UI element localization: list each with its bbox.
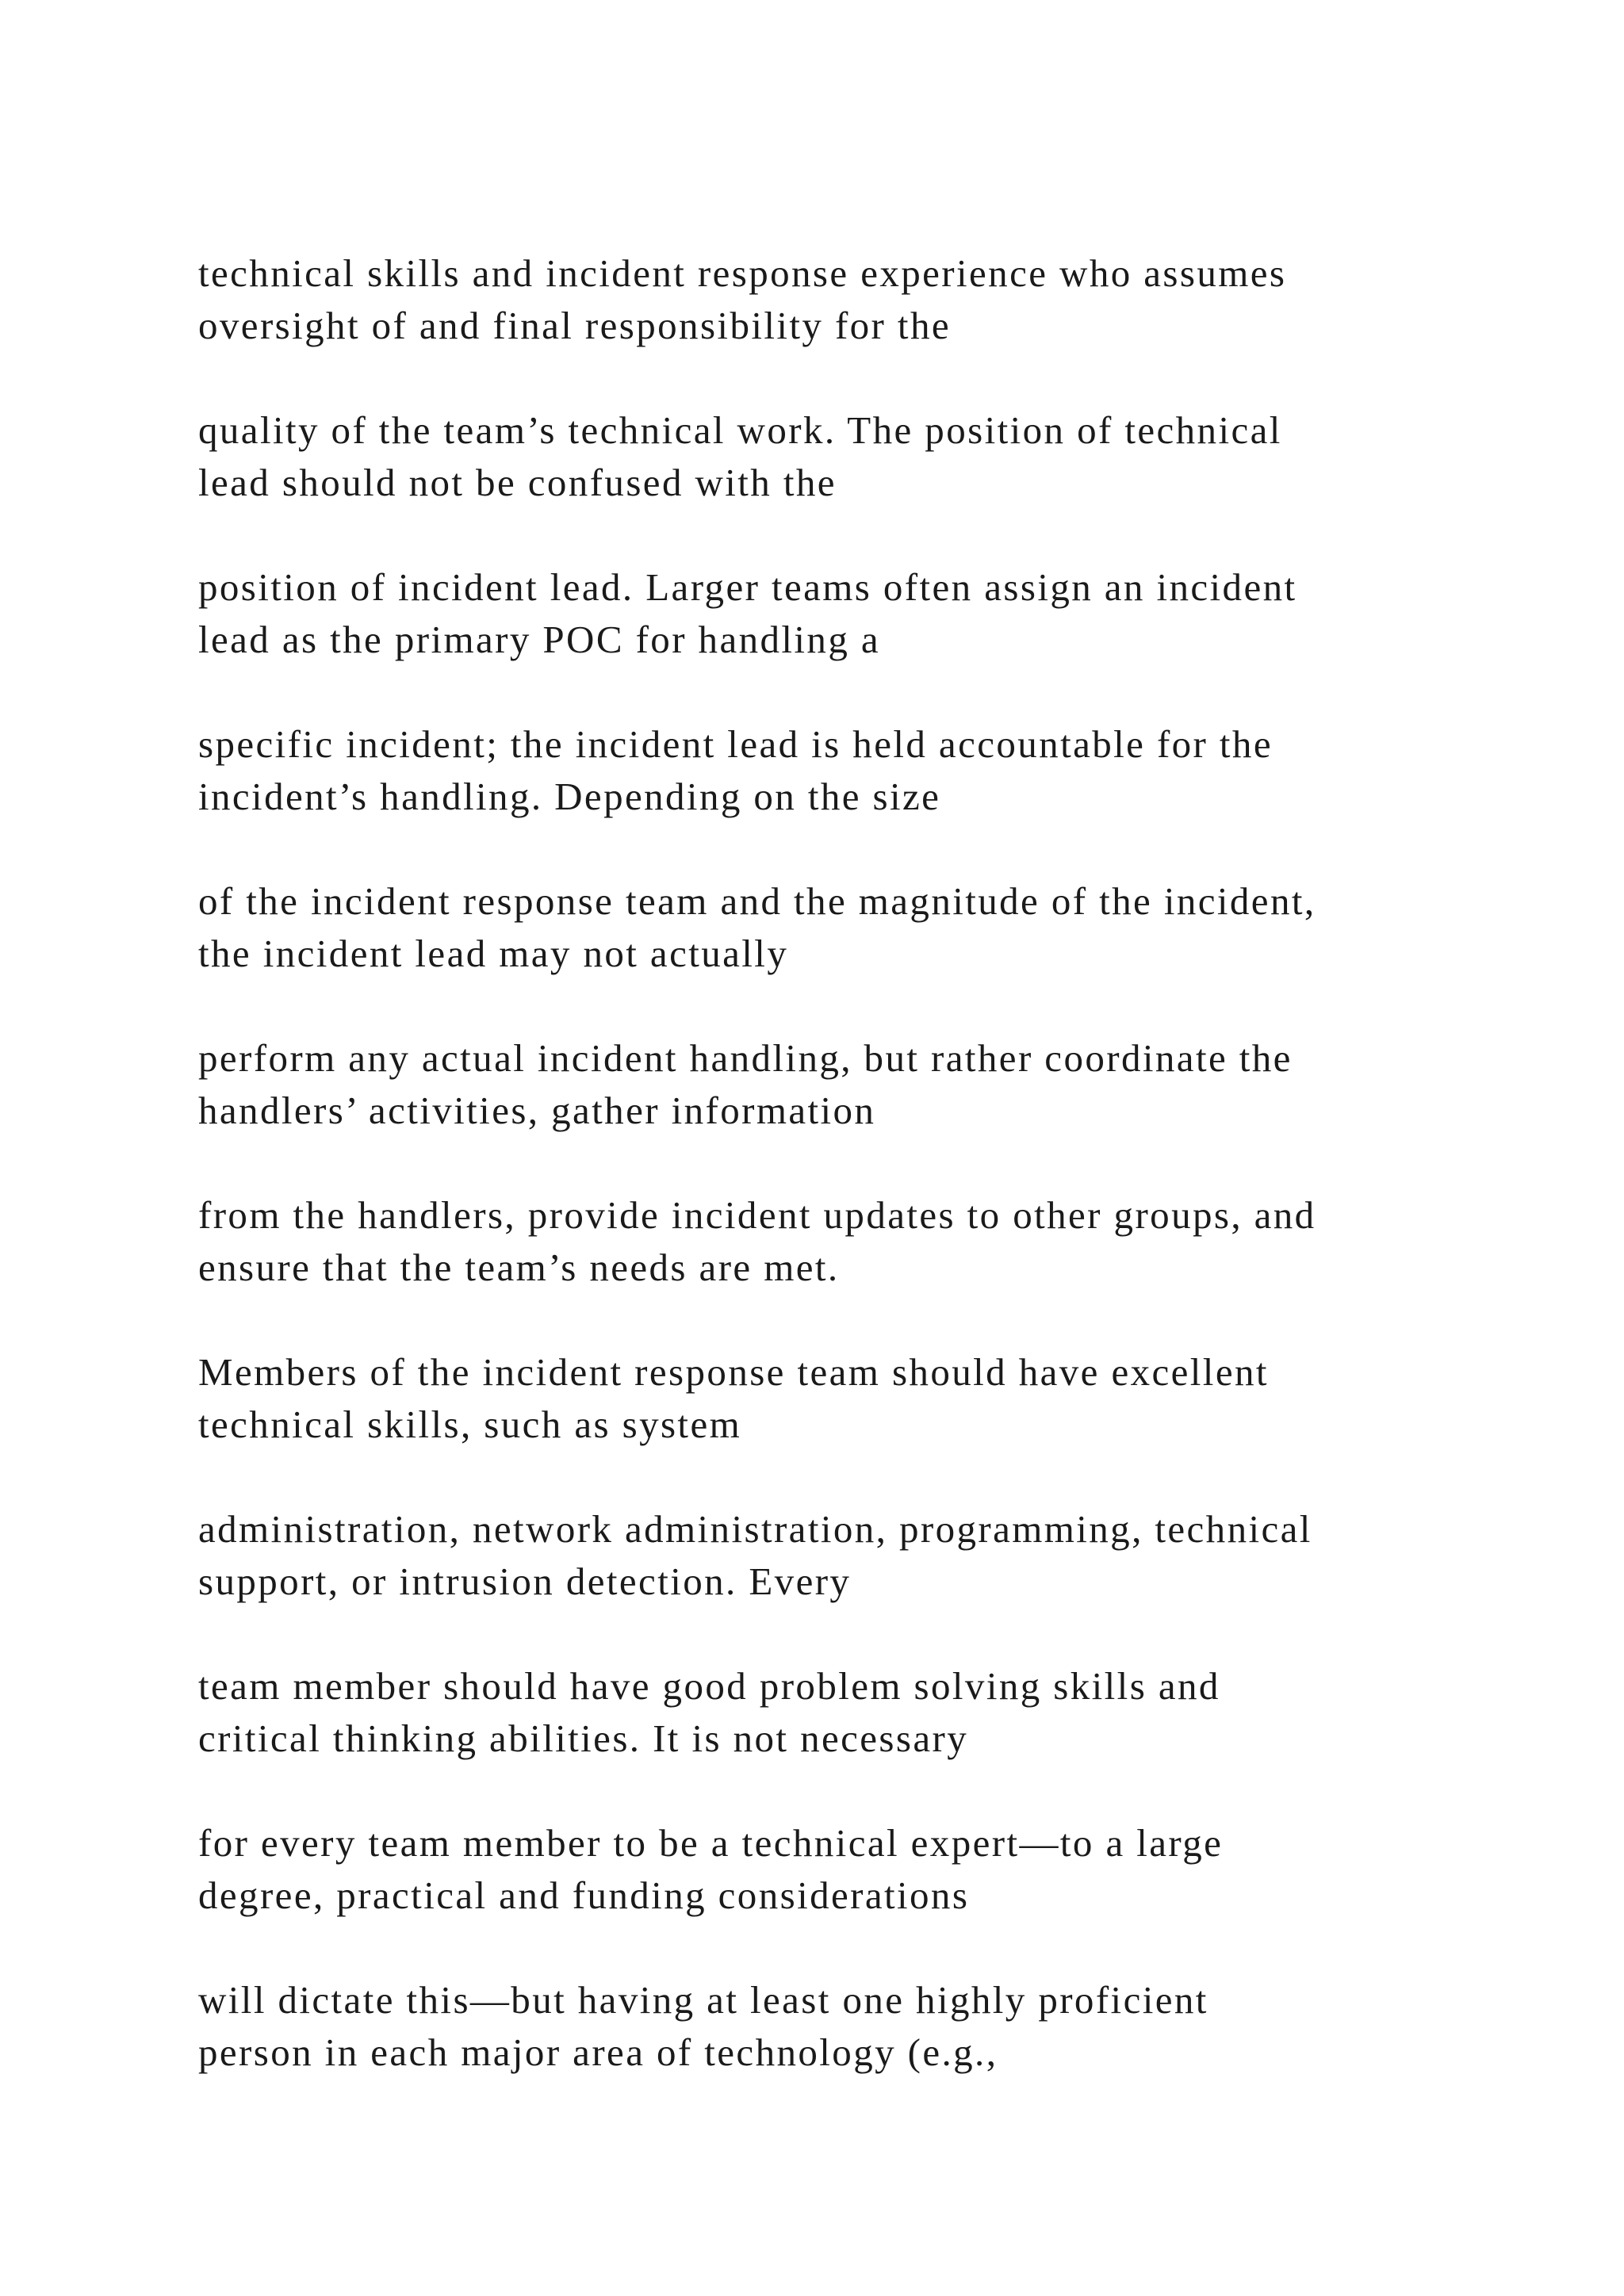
text-line: perform any actual incident handling, but rather coordinate the	[198, 1036, 1293, 1080]
text-line: specific incident; the incident lead is held accountable for the	[198, 722, 1273, 766]
paragraph	[198, 561, 1562, 666]
text-line: team member should have good problem solving skills and	[198, 1664, 1220, 1708]
document-body	[198, 247, 1562, 2131]
paragraph	[198, 1032, 1562, 1137]
paragraph	[198, 1974, 1562, 2079]
text-line: ensure that the team’s needs are met.	[198, 1246, 840, 1289]
text-line: Members of the incident response team should have excellent	[198, 1350, 1269, 1394]
paragraph	[198, 1503, 1562, 1608]
text-line: of the incident response team and the magnitude of the incident,	[198, 879, 1316, 923]
text-line: from the handlers, provide incident updates to other groups, and	[198, 1193, 1316, 1237]
paragraph	[198, 718, 1562, 823]
text-line: handlers’ activities, gather information	[198, 1089, 876, 1132]
text-line: lead as the primary POC for handling a	[198, 618, 881, 661]
text-line: technical skills and incident response experience who assumes	[198, 251, 1287, 295]
text-line: quality of the team’s technical work. The position of technical	[198, 408, 1282, 452]
paragraph	[198, 1189, 1562, 1294]
text-line: degree, practical and funding considerations	[198, 1873, 970, 1917]
text-line: critical thinking abilities. It is not necessary	[198, 1716, 969, 1760]
text-line: the incident lead may not actually	[198, 932, 789, 975]
text-line: will dictate this—but having at least one highly proficient	[198, 1978, 1208, 2022]
text-line: lead should not be confused with the	[198, 461, 837, 504]
paragraph	[198, 1660, 1562, 1765]
paragraph	[198, 247, 1562, 352]
text-line: oversight of and final responsibility for the	[198, 304, 951, 347]
text-line: position of incident lead. Larger teams often assign an incident	[198, 565, 1297, 609]
paragraph	[198, 1817, 1562, 1922]
paragraph	[198, 1346, 1562, 1451]
text-line: for every team member to be a technical expert—to a large	[198, 1821, 1224, 1865]
text-line: incident’s handling. Depending on the size	[198, 775, 941, 818]
text-line: technical skills, such as system	[198, 1402, 742, 1446]
text-line: person in each major area of technology (e.g.,	[198, 2030, 998, 2074]
paragraph	[198, 404, 1562, 509]
text-line: support, or intrusion detection. Every	[198, 1559, 852, 1603]
paragraph	[198, 875, 1562, 980]
text-line: administration, network administration, programming, technical	[198, 1507, 1312, 1551]
